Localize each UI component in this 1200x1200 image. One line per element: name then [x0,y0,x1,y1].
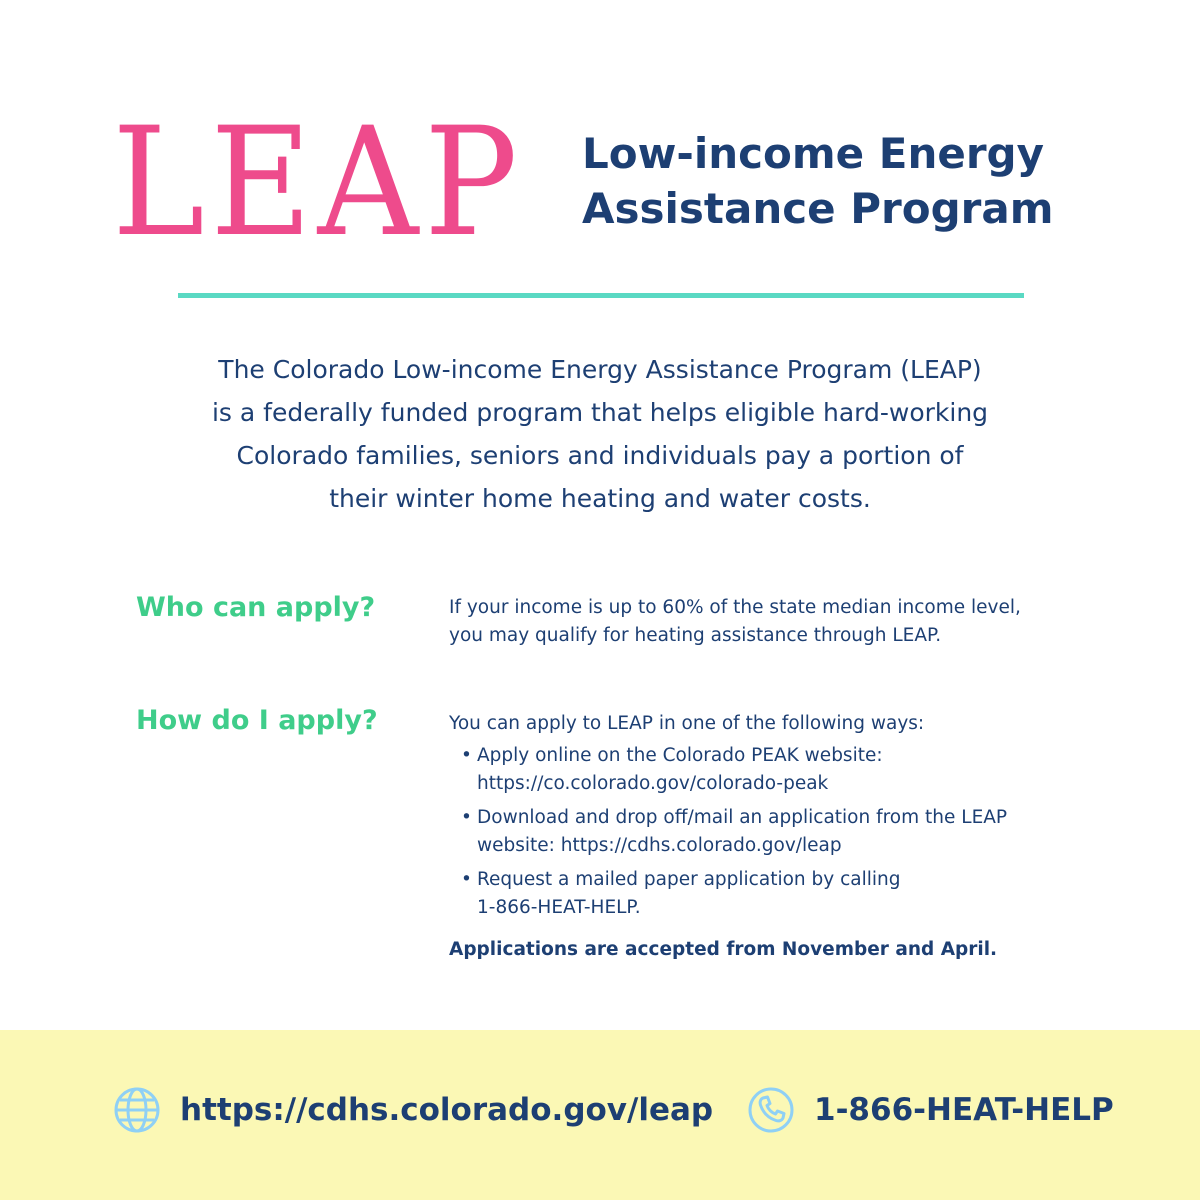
how-to-apply-answer [449,710,1099,964]
how-to-apply-intro: You can apply to LEAP in one of the following ways: [449,713,925,734]
peak-website-link[interactable]: https://co.colorado.gov/colorado-peak [477,773,829,794]
answer-line: If your income is up to 60% of the state median income level, [449,597,1021,618]
application-method-phone [461,866,1099,922]
website-link[interactable]: https://cdhs.colorado.gov/leap [180,1092,714,1128]
who-can-apply-heading: Who can apply? [136,592,376,623]
leap-logo: LEAP [112,96,524,270]
application-method-download [461,804,1099,860]
method-line: • Request a mailed paper application by calling [477,869,901,890]
header-divider [178,293,1024,298]
program-name-line-1: Low-income Energy [582,129,1044,178]
phone-icon [746,1085,796,1135]
application-methods-list [449,742,1099,922]
answer-line: you may qualify for heating assistance through LEAP. [449,625,942,646]
leap-website-link[interactable]: website: https://cdhs.colorado.gov/leap [477,835,842,856]
contact-footer [0,1030,1200,1200]
description-line: their winter home heating and water costs. [329,484,871,513]
website-contact[interactable] [112,1085,713,1135]
method-line: • Download and drop off/mail an application from the LEAP [477,807,1008,828]
program-name-line-2: Assistance Program [582,184,1054,233]
description-line: is a federally funded program that helps eligible hard-working [211,398,989,427]
how-to-apply-heading: How do I apply? [136,705,378,736]
phone-number[interactable]: 1-866-HEAT-HELP [814,1092,1114,1128]
program-description [100,348,1100,520]
who-can-apply-answer [449,594,1099,650]
method-line: • Apply online on the Colorado PEAK website: [477,745,883,766]
application-period-note: Applications are accepted from November and April. [449,939,998,960]
program-name [582,126,1053,236]
description-line: The Colorado Low-income Energy Assistance Program (LEAP) [218,355,982,384]
globe-icon [112,1085,162,1135]
phone-contact[interactable] [746,1085,1114,1135]
phone-number-text: 1-866-HEAT-HELP. [477,897,641,918]
application-method-online [461,742,1099,798]
description-line: Colorado families, seniors and individuals pay a portion of [236,441,964,470]
